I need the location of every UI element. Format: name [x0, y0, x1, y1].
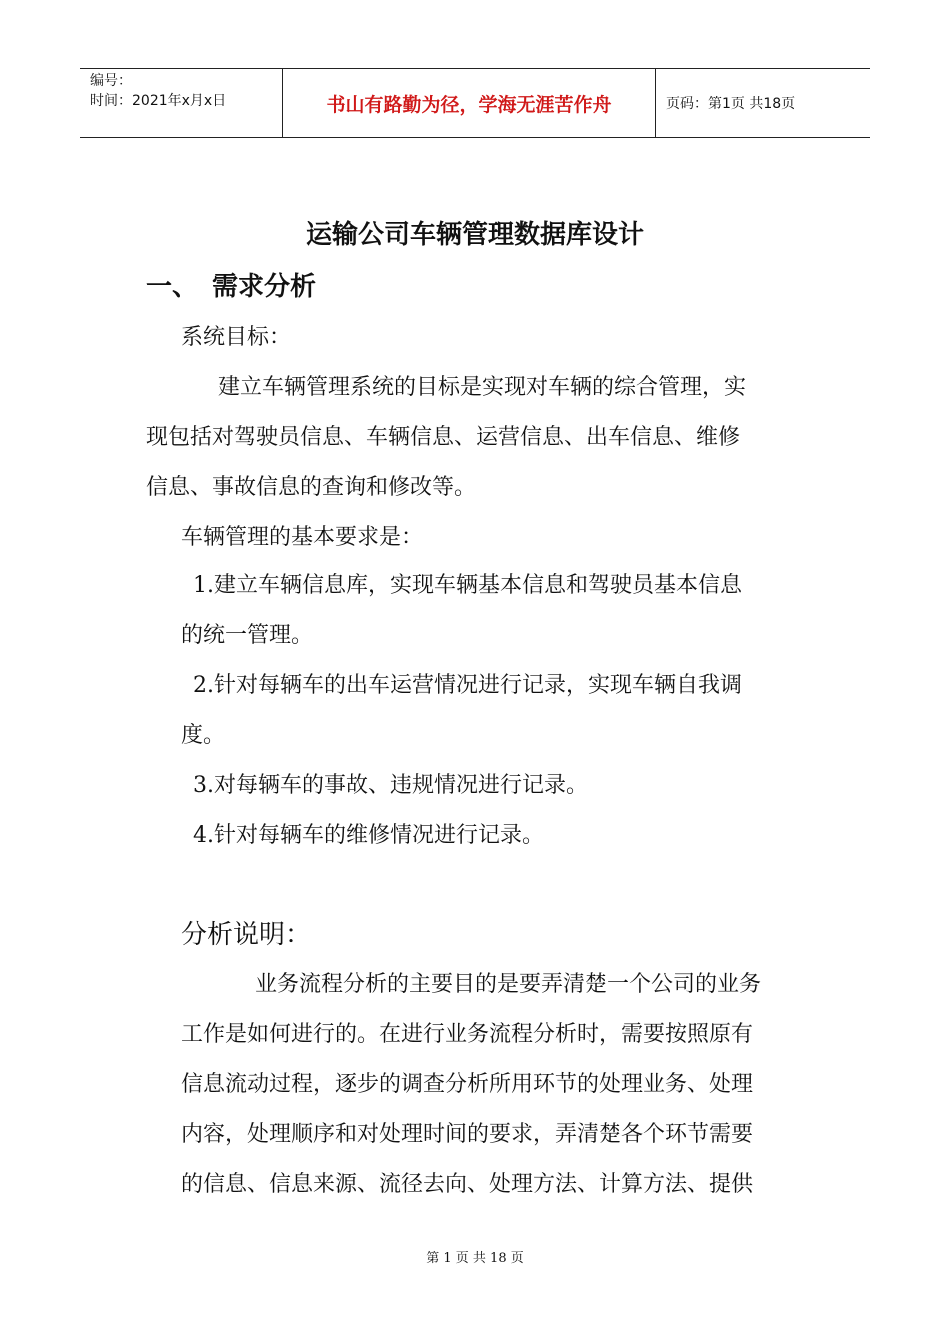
goal-line-3: 信息、事故信息的查询和修改等。 [146, 475, 477, 500]
requirement-line-2: 的统一管理。 [181, 623, 314, 648]
header-motto [282, 69, 656, 137]
time-label: 时间：2021年x月x日 [90, 93, 227, 109]
header-table [80, 68, 870, 138]
goal-line-2: 现包括对驾驶员信息、车辆信息、运营信息、出车信息、维修 [146, 425, 741, 450]
analysis-label: 分析说明： [181, 920, 312, 950]
analysis-line-2: 工作是如何进行的。在进行业务流程分析时，需要按照原有 [181, 1022, 754, 1047]
section-heading [146, 266, 316, 303]
analysis-line-5: 的信息、信息来源、流径去向、处理方法、计算方法、提供 [181, 1172, 754, 1197]
requirement-line-1: 1.建立车辆信息库，实现车辆基本信息和驾驶员基本信息 [193, 573, 742, 598]
header-page-info [656, 69, 870, 137]
requirement-line-3: 2.针对每辆车的出车运营情况进行记录，实现车辆自我调 [193, 673, 742, 698]
page-info-text: 页码：第1页 共18页 [666, 96, 796, 112]
requirement-line-5: 3.对每辆车的事故、违规情况进行记录。 [193, 773, 588, 798]
motto-text: 书山有路勤为径，学海无涯苦作舟 [326, 93, 612, 116]
analysis-line-3: 信息流动过程，逐步的调查分析所用环节的处理业务、处理 [181, 1072, 754, 1097]
section-title: 需求分析 [212, 272, 317, 302]
analysis-line-1: 业务流程分析的主要目的是要弄清楚一个公司的业务 [255, 972, 762, 997]
goal-line-1: 建立车辆管理系统的目标是实现对车辆的综合管理，实 [218, 375, 747, 400]
requirements-label: 车辆管理的基本要求是： [181, 525, 424, 550]
number-label: 编号： [90, 73, 132, 89]
requirement-line-6: 4.针对每辆车的维修情况进行记录。 [193, 823, 544, 848]
section-number: 一、 [146, 272, 199, 302]
document-title: 运输公司车辆管理数据库设计 [305, 220, 644, 250]
goal-label: 系统目标： [181, 325, 292, 350]
header-meta [80, 69, 282, 137]
analysis-line-4: 内容，处理顺序和对处理时间的要求，弄清楚各个环节需要 [181, 1122, 754, 1147]
requirement-line-4: 度。 [181, 723, 226, 748]
page-footer: 第 1 页 共 18 页 [426, 1251, 524, 1266]
